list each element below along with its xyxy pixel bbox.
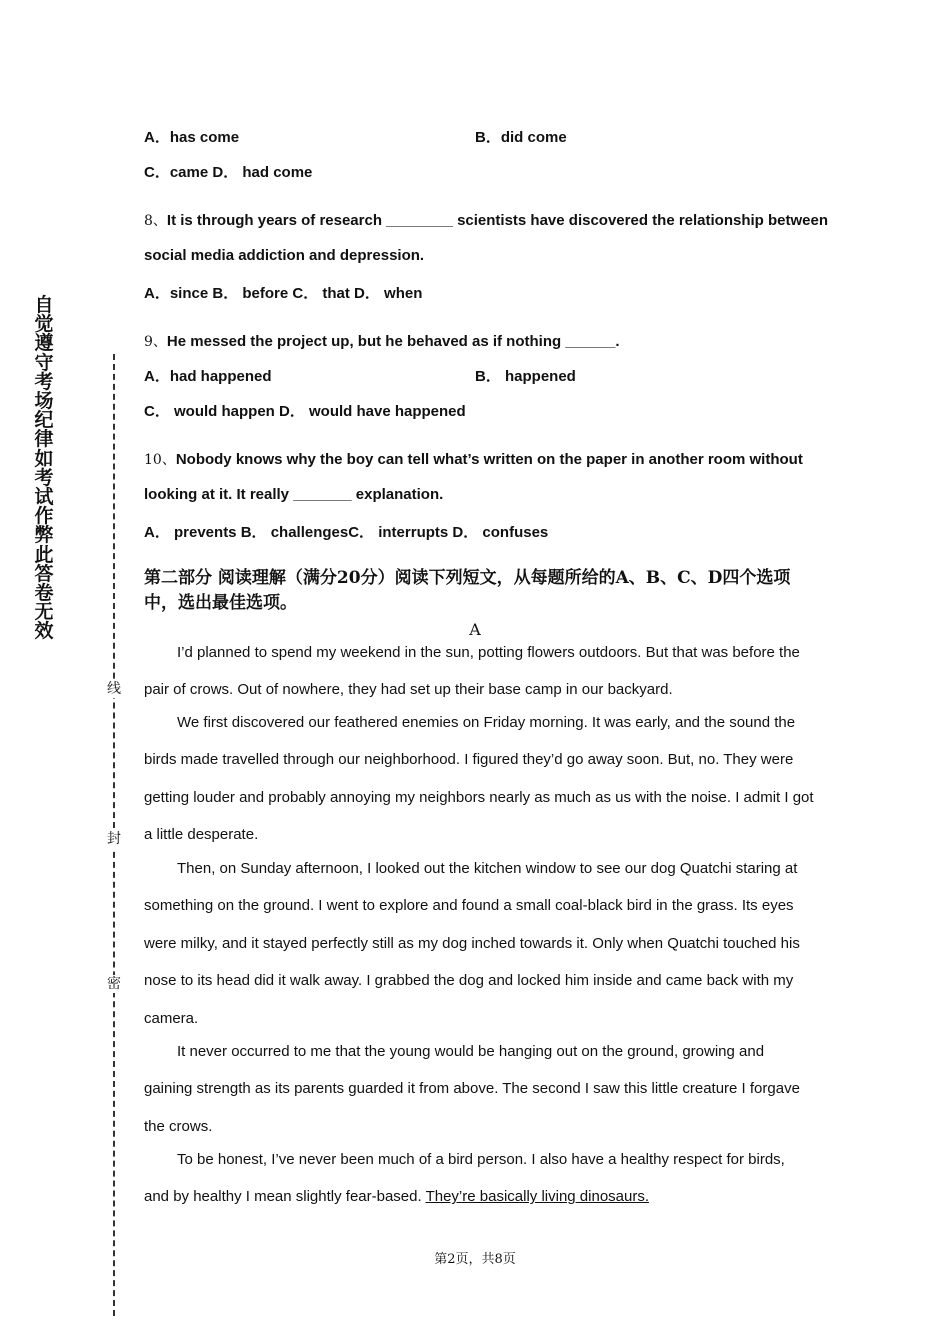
q9-stem xyxy=(144,331,620,351)
q8-options: A．since B． before C． that D． when xyxy=(144,285,423,302)
q9-option-b: B． happened xyxy=(475,368,576,385)
page-footer: 第2页，共8页 xyxy=(434,1252,516,1267)
passage-letter: A xyxy=(469,620,481,639)
q9-text: He messed the project up, but he behaved as if nothing ______. xyxy=(166,333,620,350)
q10-number: 10、 xyxy=(144,452,176,468)
q10-options: A． prevents B． challengesC． interrupts D． confuses xyxy=(144,524,549,541)
q8-text-line1: It is through years of research ________ scientists have discovered the relationship between xyxy=(166,212,829,229)
q10-stem-line2: looking at it. It really _______ explanation. xyxy=(144,486,444,503)
q10-text-line1: Nobody knows why the boy can tell what’s written on the paper in another room without xyxy=(175,451,803,468)
passage-paragraph-5 xyxy=(144,1141,814,1216)
passage-paragraph-2: We first discovered our feathered enemies on Friday morning. It was early, and the sound the birds made travelled through our neighborhood. I figured they’d go away soon. But, no. They were getting louder and probably annoying my neighbors nearly as much as us with the noise. I admit I got a little desperate. xyxy=(144,714,814,844)
section-title: 第二部分 阅读理解（满分20分）阅读下列短文，从每题所给的A、B、C、D四个选项中，选出最佳选项。 xyxy=(144,568,791,613)
q8-number: 8、 xyxy=(144,213,167,229)
q9-options-row2: C． would happen D． would have happened xyxy=(144,403,466,420)
q7-option-b: B．did come xyxy=(475,129,567,146)
passage-paragraph-3: Then, on Sunday afternoon, I looked out the kitchen window to see our dog Quatchi staring at something on the ground. I went to explore and found a small coal-black bird in the grass. Its eyes were milky, and it stayed perfectly still as my dog inched towards it. Only when Quatchi touched his nose to its head did it walk away. I grabbed the dog and locked him inside and came back with my camera. xyxy=(144,860,800,1027)
cut-line-char-feng: 封 xyxy=(104,830,124,848)
passage-paragraph-1: I’d planned to spend my weekend in the sun, potting flowers outdoors. But that was before the pair of crows. Out of nowhere, they had set up their base camp in our backyard. xyxy=(144,644,800,699)
q9-number: 9、 xyxy=(144,334,167,350)
q7-options-row2: C．came D． had come xyxy=(144,164,313,181)
q9-options-row1 xyxy=(144,365,576,386)
exam-rules-margin-note: 自觉遵守考场纪律如考试作弊此答卷无效 xyxy=(34,294,54,643)
cut-line-char-mi: 密 xyxy=(104,975,124,993)
q7-option-a: A．has come xyxy=(144,129,240,146)
cut-line-char-xian: 线 xyxy=(104,680,124,698)
passage-paragraph-4: It never occurred to me that the young would be hanging out on the ground, growing and gaining strength as its parents guarded it from above. The second I saw this little creature I forgave the crows. xyxy=(144,1043,800,1135)
q10-stem-line1 xyxy=(144,449,803,469)
q8-stem-line1 xyxy=(144,210,828,230)
underlined-sentence: They’re basically living dinosaurs. xyxy=(425,1188,650,1206)
q7-options-row1 xyxy=(144,126,567,147)
q9-option-a: A．had happened xyxy=(144,368,272,385)
q8-stem-line2: social media addiction and depression. xyxy=(144,247,425,264)
paragraph-5-text: To be honest, I’ve never been much of a bird person. I also have a healthy respect for birds, and by healthy I mean slightly fear-based. xyxy=(144,1151,785,1206)
